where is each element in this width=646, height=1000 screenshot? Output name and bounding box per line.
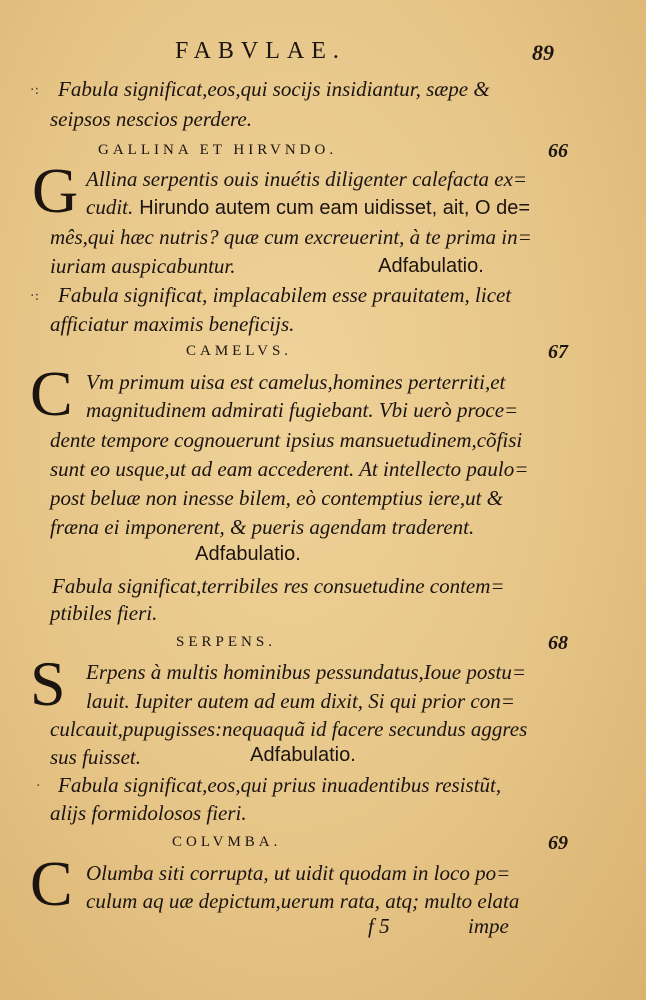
text-line: Allina serpentis ouis inuétis diligenter calefacta ex= [86,167,528,191]
drop-cap: C [30,358,73,429]
margin-mark: ·: [30,82,40,98]
margin-mark: · [36,778,41,794]
catchword: impe [468,914,509,938]
fable-number: 67 [548,341,568,363]
drop-cap: G [32,155,79,226]
adfabulatio-label: Adfabulatio. [250,744,356,766]
text-line: post beluæ non inesse bilem, eò contemptius iere,ut & [50,486,503,510]
text-line: iuriam auspicabuntur. [50,254,236,278]
text-line: cudit. Hirundo autem cum eam uidisset, ait, O de= [86,195,530,219]
text-line: Fabula significat, implacabilem esse prauitatem, licet [58,283,512,307]
adfabulatio-label: Adfabulatio. [195,543,301,565]
text-line: Fabula significat,terribiles res consuetudine contem= [52,574,505,598]
text-line: magnitudinem admirati fugiebant. Vbi uerò proce= [86,398,519,422]
text-line: fræna ei imponerent, & pueris agendam traderent. [50,515,475,539]
margin-mark: ·: [30,288,40,304]
text-line: ptibiles fieri. [50,601,158,625]
text-line: alijs formidolosos fieri. [50,801,247,825]
fable-heading [48,343,568,365]
adfabulatio-label: Adfabulatio. [378,255,484,277]
fable-number: 69 [548,832,568,854]
text-line: afficiatur maximis beneficijs. [50,312,295,336]
page-number: 89 [532,40,554,65]
text-line: lauit. Iupiter autem ad eum dixit, Si qui prior con= [86,689,515,713]
text-line: sus fuisset. [50,745,142,769]
text-line: Fabula significat,eos,qui socijs insidiantur, sæpe & [58,77,490,101]
text-line: sunt eo usque,ut ad eam accederent. At intellecto paulo= [50,457,529,481]
running-title: FABVLAE. [175,38,346,64]
fable-heading [48,834,568,856]
fable-number: 68 [548,632,568,654]
running-head [0,38,646,72]
text-line: seipsos nescios perdere. [50,107,252,131]
text-line: mês,qui hæc nutris? quæ cum excreuerint, à te prima in= [50,225,532,249]
fable-heading [48,142,568,164]
text-line: Fabula significat,eos,qui prius inuadentibus resistũt, [58,773,502,797]
fable-title: GALLINA ET HIRVNDO. [98,142,338,158]
text-line: culcauit,pupugisses:nequaquã id facere secundus aggres [50,717,528,741]
drop-cap: S [30,648,66,719]
text-line: dente tempore cognouerunt ipsius mansuetudinem,cõfisi [50,428,523,452]
fable-title: SERPENS. [176,634,276,650]
fable-heading [48,634,568,656]
fable-number: 66 [548,140,568,162]
drop-cap: C [30,848,73,919]
text-line: Erpens à multis hominibus pessundatus,Ioue postu= [86,660,527,684]
text-line: Olumba siti corrupta, ut uidit quodam in loco po= [86,861,511,885]
text-line: Vm primum uisa est camelus,homines perterriti,et [86,370,506,394]
fable-title: CAMELVS. [186,343,293,359]
signature-mark: f 5 [368,914,390,938]
fable-title: COLVMBA. [172,834,282,850]
text-line: culum aq uæ depictum,uerum rata, atq; multo elata [86,889,520,913]
